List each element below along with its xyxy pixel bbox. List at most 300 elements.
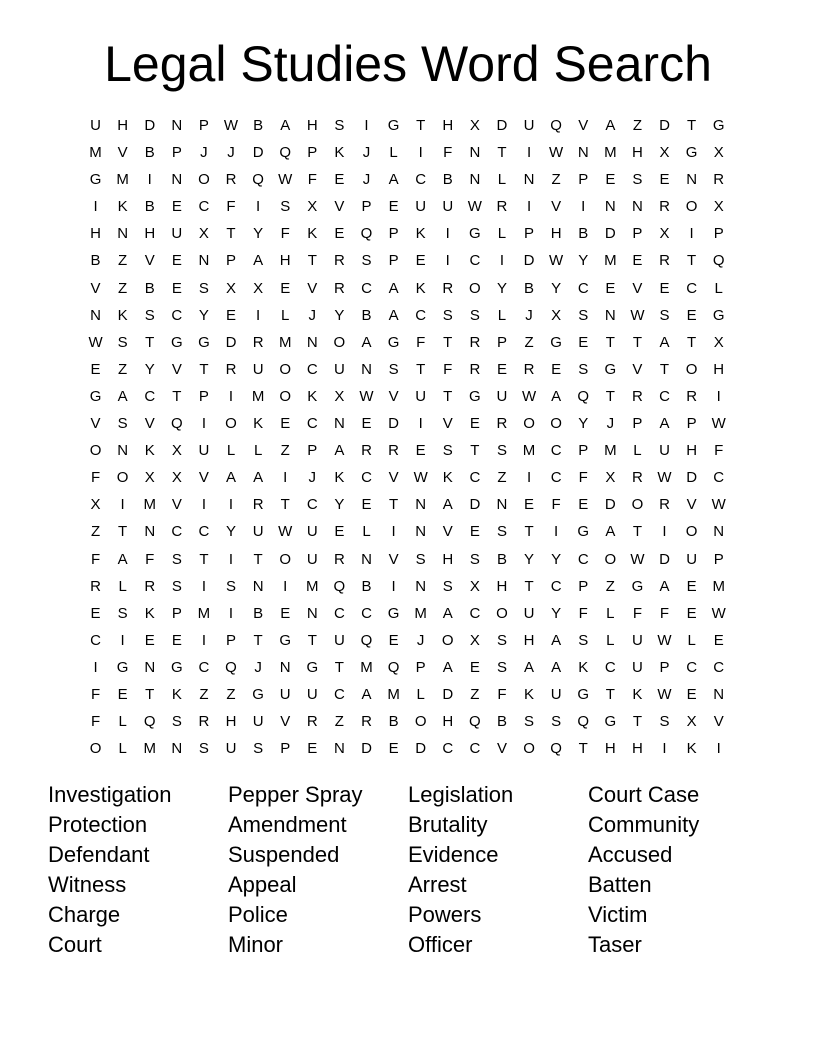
grid-cell[interactable]: E [334, 523, 345, 541]
grid-cell[interactable]: E [171, 252, 182, 270]
grid-cell[interactable]: Q [360, 225, 373, 243]
grid-cell[interactable]: P [686, 415, 697, 433]
grid-cell[interactable]: S [551, 713, 562, 731]
grid-cell[interactable]: P [578, 442, 589, 460]
grid-cell[interactable]: S [198, 740, 209, 758]
grid-cell[interactable]: T [524, 523, 534, 541]
grid-cell[interactable]: J [254, 658, 262, 676]
grid-cell[interactable]: T [118, 523, 128, 541]
grid-cell[interactable]: M [387, 685, 400, 703]
grid-cell[interactable]: Y [524, 550, 535, 568]
grid-cell[interactable]: I [228, 496, 234, 514]
grid-cell[interactable]: W [278, 523, 293, 541]
grid-cell[interactable]: R [252, 333, 264, 351]
grid-cell[interactable]: G [685, 144, 698, 162]
grid-cell[interactable]: G [387, 604, 400, 622]
grid-cell[interactable]: J [308, 469, 317, 487]
grid-cell[interactable]: M [143, 740, 156, 758]
grid-cell[interactable]: S [578, 631, 589, 649]
grid-cell[interactable]: J [227, 144, 235, 162]
grid-cell[interactable]: Z [497, 469, 507, 487]
grid-cell[interactable]: D [523, 252, 535, 270]
grid-cell[interactable]: W [711, 496, 726, 514]
grid-cell[interactable]: M [712, 577, 725, 595]
grid-cell[interactable]: G [252, 685, 264, 703]
grid-cell[interactable]: H [713, 360, 725, 378]
grid-cell[interactable]: A [253, 252, 264, 270]
grid-cell[interactable]: Y [551, 550, 562, 568]
grid-cell[interactable]: A [442, 496, 453, 514]
grid-cell[interactable]: X [659, 144, 670, 162]
grid-cell[interactable]: G [712, 306, 725, 324]
grid-cell[interactable]: N [361, 550, 372, 568]
grid-cell[interactable]: S [117, 333, 128, 351]
grid-cell[interactable]: H [442, 117, 454, 134]
grid-cell[interactable]: S [280, 198, 291, 216]
grid-cell[interactable]: I [364, 117, 369, 134]
grid-cell[interactable]: M [278, 333, 292, 351]
grid-cell[interactable]: J [200, 144, 208, 162]
grid-cell[interactable]: T [632, 333, 642, 351]
grid-cell[interactable]: S [171, 550, 182, 568]
grid-cell[interactable]: K [171, 685, 182, 703]
grid-cell[interactable]: R [442, 279, 454, 297]
grid-cell[interactable]: M [116, 171, 129, 189]
grid-cell[interactable]: H [90, 225, 101, 243]
grid-cell[interactable]: S [659, 306, 670, 324]
grid-cell[interactable]: S [415, 550, 426, 568]
grid-cell[interactable]: C [469, 740, 481, 758]
grid-cell[interactable]: S [496, 442, 507, 460]
grid-cell[interactable]: H [442, 550, 454, 568]
grid-cell[interactable]: N [198, 252, 210, 270]
grid-cell[interactable]: H [523, 631, 535, 649]
grid-cell[interactable]: W [630, 306, 645, 324]
grid-cell[interactable]: N [523, 171, 535, 189]
grid-cell[interactable]: U [306, 685, 318, 703]
grid-cell[interactable]: I [228, 387, 234, 405]
grid-cell[interactable]: T [687, 333, 697, 351]
grid-cell[interactable]: E [415, 442, 426, 460]
grid-cell[interactable]: H [279, 252, 291, 270]
grid-cell[interactable]: H [442, 713, 454, 731]
grid-cell[interactable]: B [442, 171, 453, 189]
grid-cell[interactable]: S [578, 360, 589, 378]
grid-cell[interactable]: E [388, 631, 399, 649]
grid-cell[interactable]: E [632, 252, 643, 270]
grid-cell[interactable]: L [253, 442, 263, 460]
grid-cell[interactable]: I [228, 550, 234, 568]
grid-cell[interactable]: Q [143, 713, 156, 731]
grid-cell[interactable]: Y [551, 279, 562, 297]
grid-cell[interactable]: Y [551, 604, 562, 622]
grid-cell[interactable]: T [632, 523, 642, 541]
grid-cell[interactable]: I [526, 198, 532, 216]
grid-cell[interactable]: V [90, 415, 101, 433]
grid-cell[interactable]: N [117, 442, 129, 460]
grid-cell[interactable]: P [496, 333, 507, 351]
grid-cell[interactable]: O [604, 550, 617, 568]
grid-cell[interactable]: N [252, 577, 264, 595]
grid-cell[interactable]: E [280, 604, 291, 622]
grid-cell[interactable]: A [361, 685, 372, 703]
grid-cell[interactable]: G [469, 387, 481, 405]
grid-cell[interactable]: L [606, 631, 615, 649]
grid-cell[interactable]: T [199, 360, 209, 378]
grid-cell[interactable]: W [657, 469, 672, 487]
grid-cell[interactable]: I [526, 469, 532, 487]
grid-cell[interactable]: T [172, 387, 182, 405]
grid-cell[interactable]: J [308, 306, 317, 324]
grid-cell[interactable]: O [469, 279, 481, 297]
grid-cell[interactable]: Z [118, 279, 128, 297]
grid-cell[interactable]: N [604, 306, 616, 324]
grid-cell[interactable]: H [632, 144, 643, 162]
grid-cell[interactable]: T [388, 496, 399, 514]
grid-cell[interactable]: T [659, 360, 670, 378]
grid-cell[interactable]: M [197, 604, 211, 622]
grid-cell[interactable]: L [362, 523, 371, 541]
grid-cell[interactable]: U [496, 387, 508, 405]
grid-cell[interactable]: A [524, 658, 535, 676]
grid-cell[interactable]: R [713, 171, 725, 189]
grid-cell[interactable]: A [442, 658, 453, 676]
grid-cell[interactable]: C [577, 279, 589, 297]
grid-cell[interactable]: Z [280, 442, 290, 460]
grid-cell[interactable]: T [605, 333, 615, 351]
grid-cell[interactable]: U [225, 740, 237, 758]
grid-cell[interactable]: M [604, 442, 617, 460]
grid-cell[interactable]: C [306, 360, 318, 378]
grid-cell[interactable]: B [388, 713, 399, 731]
grid-cell[interactable]: G [712, 117, 725, 134]
grid-cell[interactable]: S [496, 523, 507, 541]
grid-cell[interactable]: Q [387, 658, 400, 676]
grid-cell[interactable]: Z [334, 713, 344, 731]
grid-cell[interactable]: B [144, 198, 155, 216]
grid-cell[interactable]: D [442, 685, 454, 703]
grid-cell[interactable]: D [604, 225, 616, 243]
grid-cell[interactable]: F [443, 360, 453, 378]
grid-cell[interactable]: K [144, 442, 155, 460]
grid-cell[interactable]: R [659, 496, 670, 514]
grid-cell[interactable]: E [659, 279, 670, 297]
grid-cell[interactable]: E [90, 604, 101, 622]
grid-cell[interactable]: L [226, 442, 236, 460]
grid-cell[interactable]: D [686, 469, 698, 487]
grid-cell[interactable]: R [198, 713, 210, 731]
grid-cell[interactable]: Z [118, 360, 128, 378]
grid-cell[interactable]: L [497, 171, 507, 189]
grid-cell[interactable]: T [416, 360, 426, 378]
grid-cell[interactable]: D [659, 117, 670, 134]
grid-cell[interactable]: V [90, 279, 101, 297]
grid-cell[interactable]: K [307, 387, 318, 405]
grid-cell[interactable]: V [686, 496, 697, 514]
grid-cell[interactable]: C [713, 658, 725, 676]
grid-cell[interactable]: P [388, 225, 399, 243]
grid-cell[interactable]: N [117, 225, 129, 243]
grid-cell[interactable]: V [307, 279, 318, 297]
grid-cell[interactable]: W [467, 198, 482, 216]
grid-cell[interactable]: F [145, 550, 155, 568]
grid-cell[interactable]: F [443, 144, 453, 162]
grid-cell[interactable]: P [632, 225, 643, 243]
grid-cell[interactable]: B [253, 604, 264, 622]
grid-cell[interactable]: P [713, 225, 724, 243]
grid-cell[interactable]: F [578, 469, 588, 487]
grid-cell[interactable]: G [306, 658, 319, 676]
grid-cell[interactable]: H [117, 117, 129, 134]
grid-cell[interactable]: R [90, 577, 101, 595]
grid-cell[interactable]: K [307, 225, 318, 243]
grid-cell[interactable]: K [415, 225, 426, 243]
grid-cell[interactable]: A [253, 469, 264, 487]
grid-cell[interactable]: T [145, 685, 155, 703]
grid-cell[interactable]: B [578, 225, 589, 243]
grid-cell[interactable]: I [93, 198, 98, 216]
grid-cell[interactable]: F [659, 604, 670, 622]
grid-cell[interactable]: O [414, 713, 427, 731]
grid-cell[interactable]: D [252, 144, 264, 162]
grid-cell[interactable]: P [632, 415, 643, 433]
grid-cell[interactable]: D [496, 117, 508, 134]
grid-cell[interactable]: I [228, 604, 234, 622]
grid-cell[interactable]: U [198, 442, 210, 460]
grid-cell[interactable]: W [359, 387, 374, 405]
grid-cell[interactable]: C [713, 469, 725, 487]
grid-cell[interactable]: N [415, 523, 427, 541]
grid-cell[interactable]: K [442, 469, 453, 487]
grid-cell[interactable]: I [256, 198, 261, 216]
grid-cell[interactable]: D [604, 496, 616, 514]
grid-cell[interactable]: C [333, 604, 345, 622]
grid-cell[interactable]: N [333, 740, 345, 758]
grid-cell[interactable]: W [630, 550, 645, 568]
grid-cell[interactable]: C [198, 198, 210, 216]
grid-cell[interactable]: Y [334, 306, 345, 324]
grid-cell[interactable]: G [604, 360, 617, 378]
grid-cell[interactable]: H [686, 442, 698, 460]
grid-cell[interactable]: H [550, 225, 562, 243]
grid-cell[interactable]: O [89, 442, 102, 460]
grid-cell[interactable]: G [89, 171, 102, 189]
grid-cell[interactable]: I [391, 577, 396, 595]
grid-cell[interactable]: W [413, 469, 428, 487]
grid-cell[interactable]: I [283, 469, 288, 487]
grid-cell[interactable]: T [578, 740, 588, 758]
grid-cell[interactable]: E [524, 496, 535, 514]
grid-cell[interactable]: G [631, 577, 644, 595]
grid-cell[interactable]: P [198, 387, 209, 405]
grid-cell[interactable]: T [687, 117, 697, 134]
grid-cell[interactable]: C [442, 740, 454, 758]
grid-cell[interactable]: Q [577, 713, 590, 731]
grid-cell[interactable]: T [524, 577, 534, 595]
grid-cell[interactable]: L [118, 713, 127, 731]
grid-cell[interactable]: X [90, 496, 101, 514]
grid-cell[interactable]: G [279, 631, 292, 649]
grid-cell[interactable]: J [525, 306, 533, 324]
grid-cell[interactable]: I [93, 658, 98, 676]
grid-cell[interactable]: Y [226, 523, 237, 541]
grid-cell[interactable]: I [391, 523, 396, 541]
grid-cell[interactable]: A [659, 333, 670, 351]
grid-cell[interactable]: U [252, 360, 264, 378]
grid-cell[interactable]: S [469, 306, 480, 324]
grid-cell[interactable]: T [145, 333, 155, 351]
grid-cell[interactable]: E [496, 360, 507, 378]
grid-cell[interactable]: C [604, 658, 616, 676]
grid-cell[interactable]: E [686, 306, 697, 324]
grid-cell[interactable]: I [445, 252, 450, 270]
grid-cell[interactable]: E [90, 360, 101, 378]
grid-cell[interactable]: I [120, 631, 125, 649]
grid-cell[interactable]: I [716, 387, 721, 405]
grid-cell[interactable]: O [198, 171, 210, 189]
grid-cell[interactable]: P [226, 631, 237, 649]
grid-cell[interactable]: I [283, 577, 288, 595]
grid-cell[interactable]: R [469, 333, 481, 351]
grid-cell[interactable]: D [225, 333, 237, 351]
grid-cell[interactable]: X [307, 198, 318, 216]
grid-cell[interactable]: A [551, 387, 562, 405]
grid-cell[interactable]: A [659, 415, 670, 433]
grid-cell[interactable]: X [686, 713, 697, 731]
grid-cell[interactable]: N [686, 171, 698, 189]
grid-cell[interactable]: C [361, 604, 372, 622]
grid-cell[interactable]: K [686, 740, 697, 758]
grid-cell[interactable]: S [334, 117, 345, 134]
grid-cell[interactable]: X [713, 144, 724, 162]
grid-cell[interactable]: R [523, 360, 535, 378]
grid-cell[interactable]: Z [470, 685, 480, 703]
grid-cell[interactable]: I [689, 225, 694, 243]
grid-cell[interactable]: E [171, 631, 182, 649]
grid-cell[interactable]: Q [550, 740, 562, 758]
grid-cell[interactable]: Q [279, 144, 292, 162]
grid-cell[interactable]: C [306, 415, 318, 433]
grid-cell[interactable]: U [415, 198, 427, 216]
grid-cell[interactable]: B [361, 306, 372, 324]
grid-cell[interactable]: O [441, 631, 454, 649]
grid-cell[interactable]: I [662, 523, 667, 541]
grid-cell[interactable]: L [281, 306, 290, 324]
grid-cell[interactable]: R [632, 387, 643, 405]
grid-cell[interactable]: S [171, 713, 182, 731]
grid-cell[interactable]: C [171, 306, 183, 324]
grid-cell[interactable]: M [89, 144, 102, 162]
grid-cell[interactable]: X [713, 198, 724, 216]
grid-cell[interactable]: R [496, 198, 508, 216]
grid-cell[interactable]: E [280, 415, 291, 433]
grid-cell[interactable]: L [633, 442, 642, 460]
grid-cell[interactable]: L [497, 225, 507, 243]
grid-cell[interactable]: U [252, 713, 264, 731]
grid-cell[interactable]: V [334, 198, 345, 216]
grid-cell[interactable]: R [144, 577, 156, 595]
grid-cell[interactable]: T [307, 631, 317, 649]
grid-cell[interactable]: K [334, 469, 345, 487]
grid-cell[interactable]: S [442, 306, 453, 324]
grid-cell[interactable]: T [443, 387, 453, 405]
grid-cell[interactable]: V [171, 496, 182, 514]
grid-cell[interactable]: X [469, 117, 480, 134]
grid-cell[interactable]: G [170, 658, 183, 676]
grid-cell[interactable]: N [171, 740, 183, 758]
grid-cell[interactable]: R [333, 550, 345, 568]
grid-cell[interactable]: R [225, 171, 237, 189]
grid-cell[interactable]: D [361, 740, 372, 758]
grid-cell[interactable]: S [198, 279, 209, 297]
grid-cell[interactable]: N [415, 496, 427, 514]
grid-cell[interactable]: P [659, 658, 670, 676]
grid-cell[interactable]: C [333, 685, 345, 703]
grid-cell[interactable]: C [686, 658, 698, 676]
grid-cell[interactable]: E [334, 171, 345, 189]
grid-cell[interactable]: E [117, 685, 128, 703]
grid-cell[interactable]: N [496, 496, 508, 514]
grid-cell[interactable]: P [713, 550, 724, 568]
grid-cell[interactable]: B [144, 144, 155, 162]
grid-cell[interactable]: C [198, 523, 210, 541]
grid-cell[interactable]: M [143, 496, 156, 514]
grid-cell[interactable]: F [90, 713, 101, 731]
grid-cell[interactable]: V [171, 360, 182, 378]
grid-cell[interactable]: K [253, 415, 264, 433]
grid-cell[interactable]: E [388, 740, 399, 758]
grid-cell[interactable]: C [144, 387, 156, 405]
grid-cell[interactable]: S [659, 713, 670, 731]
grid-cell[interactable]: D [659, 550, 670, 568]
grid-cell[interactable]: C [686, 279, 698, 297]
grid-cell[interactable]: V [144, 415, 155, 433]
grid-cell[interactable]: N [713, 685, 725, 703]
grid-cell[interactable]: X [253, 279, 264, 297]
grid-cell[interactable]: O [523, 740, 535, 758]
grid-cell[interactable]: K [415, 279, 426, 297]
grid-cell[interactable]: C [469, 252, 481, 270]
grid-cell[interactable]: S [632, 171, 643, 189]
grid-cell[interactable]: R [306, 713, 318, 731]
grid-cell[interactable]: V [496, 740, 507, 758]
grid-cell[interactable]: G [577, 523, 590, 541]
grid-cell[interactable]: C [659, 387, 670, 405]
grid-cell[interactable]: Q [225, 658, 237, 676]
grid-cell[interactable]: E [361, 496, 372, 514]
grid-cell[interactable]: S [361, 252, 372, 270]
grid-cell[interactable]: F [551, 496, 561, 514]
grid-cell[interactable]: L [714, 279, 723, 297]
grid-cell[interactable]: H [225, 713, 237, 731]
grid-cell[interactable]: E [551, 360, 562, 378]
grid-cell[interactable]: S [524, 713, 535, 731]
grid-cell[interactable]: R [686, 387, 698, 405]
grid-cell[interactable]: X [171, 469, 182, 487]
grid-cell[interactable]: I [120, 496, 125, 514]
grid-cell[interactable]: O [523, 415, 535, 433]
grid-cell[interactable]: E [686, 577, 697, 595]
grid-cell[interactable]: V [198, 469, 209, 487]
grid-cell[interactable]: C [550, 469, 562, 487]
grid-cell[interactable]: M [360, 658, 373, 676]
grid-cell[interactable]: X [551, 306, 562, 324]
grid-cell[interactable]: U [306, 523, 318, 541]
grid-cell[interactable]: I [256, 306, 261, 324]
grid-cell[interactable]: X [659, 225, 670, 243]
grid-cell[interactable]: C [415, 306, 427, 324]
grid-cell[interactable]: C [415, 171, 427, 189]
